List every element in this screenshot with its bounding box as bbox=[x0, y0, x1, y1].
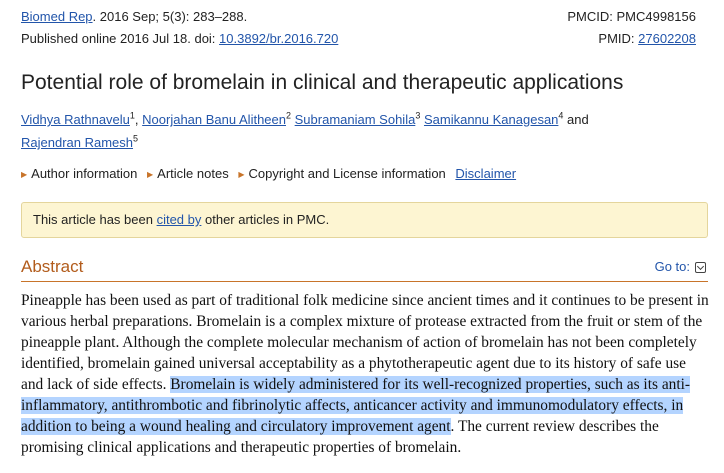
cited-by-link[interactable]: cited by bbox=[156, 212, 202, 227]
author-link[interactable]: Vidhya Rathnavelu bbox=[21, 112, 130, 127]
abstract-text bbox=[21, 290, 711, 458]
author-affiliation-sup: 1 bbox=[129, 110, 135, 121]
journal-link[interactable]: Biomed Rep bbox=[21, 9, 93, 24]
triangle-right-icon: ▶ bbox=[238, 170, 245, 179]
copyright-link[interactable]: Copyright and License information bbox=[248, 166, 446, 181]
author-info-link[interactable]: Author information bbox=[31, 166, 138, 181]
published-prefix: Published online 2016 Jul 18. doi: bbox=[21, 31, 220, 46]
disclaimer-link[interactable]: Disclaimer bbox=[455, 166, 517, 181]
author-info-toggle[interactable] bbox=[21, 166, 137, 181]
copyright-toggle[interactable] bbox=[238, 166, 445, 181]
author-affiliation-sup: 5 bbox=[133, 133, 139, 144]
issue-info: . 2016 Sep; 5(3): 283–288. bbox=[92, 9, 248, 24]
chevron-down-box-icon[interactable] bbox=[695, 262, 706, 273]
author-affiliation-sup: 2 bbox=[286, 110, 292, 121]
abstract-heading: Abstract bbox=[21, 257, 84, 276]
triangle-right-icon: ▶ bbox=[147, 170, 154, 179]
article-notes-toggle[interactable] bbox=[147, 166, 229, 181]
doi-link[interactable]: 10.3892/br.2016.720 bbox=[219, 31, 339, 46]
author-link[interactable]: Rajendran Ramesh bbox=[21, 135, 134, 150]
pmid-line bbox=[598, 31, 696, 47]
author-list bbox=[21, 108, 661, 154]
triangle-right-icon: ▶ bbox=[21, 170, 28, 179]
pmcid: PMCID: PMC4998156 bbox=[567, 9, 696, 24]
author-link[interactable]: Samikannu Kanagesan bbox=[423, 112, 559, 127]
article-title: Potential role of bromelain in clinical and therapeutic applications bbox=[21, 71, 624, 94]
abstract-selected-text: Bromelain is widely administered for its well-recognized properties, such as its anti-inflammatory, antithrombotic and fibrinolytic affects, anticancer activity and immunomodulatory effects, in addition to being a wound healing and circulatory improvement agent bbox=[21, 376, 691, 435]
citation-journal-line bbox=[21, 9, 247, 25]
pmid-label: PMID: bbox=[598, 31, 639, 46]
publication-row bbox=[21, 31, 696, 47]
article-info-links bbox=[21, 166, 516, 183]
citation-row bbox=[21, 9, 696, 25]
author-affiliation-sup: 3 bbox=[415, 110, 421, 121]
goto-menu[interactable] bbox=[655, 259, 706, 275]
abstract-text-after: . The current review describes the promising clinical applications and therapeutic properties of bromelain. bbox=[21, 418, 659, 456]
author-separator: and bbox=[563, 112, 589, 127]
goto-label[interactable]: Go to: bbox=[654, 259, 690, 274]
author-link[interactable]: Noorjahan Banu Alitheen bbox=[142, 112, 286, 127]
notice-prefix: This article has been bbox=[33, 212, 157, 227]
cited-by-notice bbox=[21, 202, 708, 238]
published-line bbox=[21, 31, 338, 47]
author-link[interactable]: Subramaniam Sohila bbox=[294, 112, 416, 127]
article-notes-link[interactable]: Article notes bbox=[157, 166, 229, 181]
author-separator: , bbox=[134, 112, 143, 127]
abstract-section-header bbox=[21, 257, 708, 282]
abstract-text-before: Pineapple has been used as part of traditional folk medicine since ancient times and it continues to be present in various herbal preparations. Bromelain is a complex mixture of protease extracted from the fruit or stem of the pineapple plant. Although the complete molecular mechanism of action of bromelain has not been completely identified, bromelain gained universal acceptability as a phytotherapeutic agent due to its history of safe use and lack of side effects. bbox=[21, 292, 709, 393]
notice-suffix: other articles in PMC. bbox=[201, 212, 330, 227]
pmid-link[interactable]: 27602208 bbox=[638, 31, 696, 46]
author-affiliation-sup: 4 bbox=[558, 110, 564, 121]
